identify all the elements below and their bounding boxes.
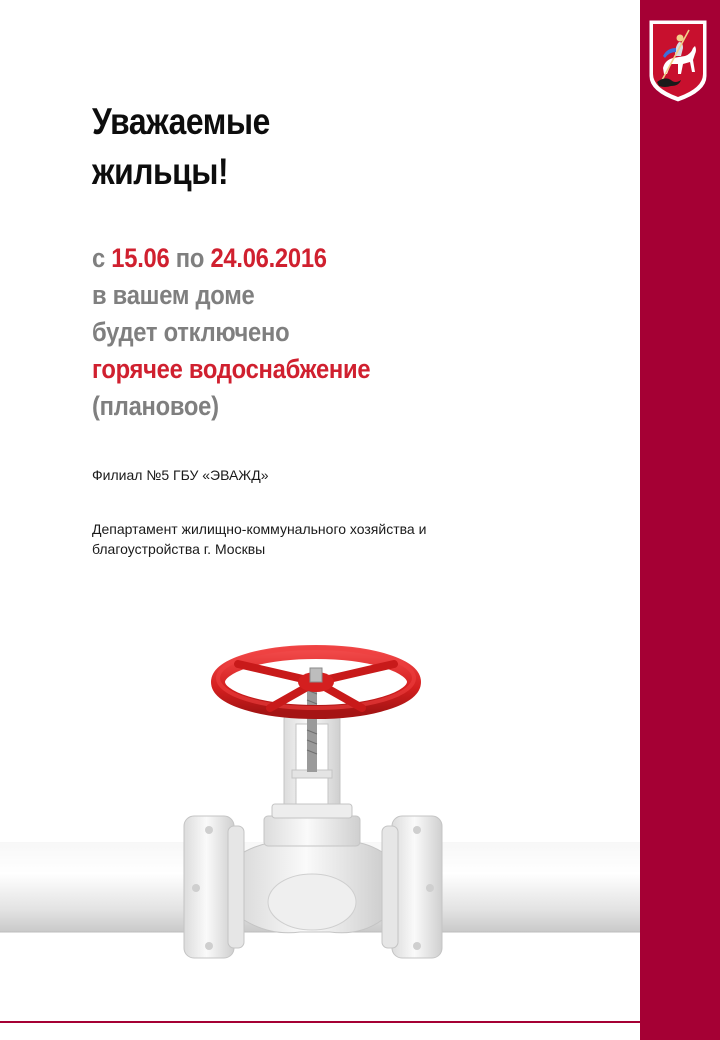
headline-line-2: жильцы! xyxy=(92,151,229,192)
notice-line-3: будет отключено xyxy=(92,317,290,347)
moscow-coat-of-arms-icon xyxy=(645,16,711,104)
department-name xyxy=(92,519,512,559)
department-line-1: Департамент жилищно-коммунального хозяйства и xyxy=(92,521,427,537)
headline xyxy=(92,97,270,197)
notice-service: горячее водоснабжение xyxy=(92,354,371,384)
side-band xyxy=(640,0,720,1040)
pipe-valve-illustration xyxy=(0,620,640,1020)
organization-name: Филиал №5 ГБУ «ЭВАЖД» xyxy=(92,467,269,483)
date-to: 24.06.2016 xyxy=(210,243,327,273)
date-from: 15.06 xyxy=(111,243,170,273)
bottom-rule xyxy=(0,1021,640,1023)
notice-dates xyxy=(92,240,370,277)
outage-notice xyxy=(92,240,370,425)
department-line-2: благоустройства г. Москвы xyxy=(92,541,266,557)
notice-type: (плановое) xyxy=(92,391,219,421)
notice-line-2: в вашем доме xyxy=(92,280,255,310)
date-prefix: с xyxy=(92,243,112,273)
date-mid: по xyxy=(169,243,211,273)
headline-line-1: Уважаемые xyxy=(92,101,270,142)
